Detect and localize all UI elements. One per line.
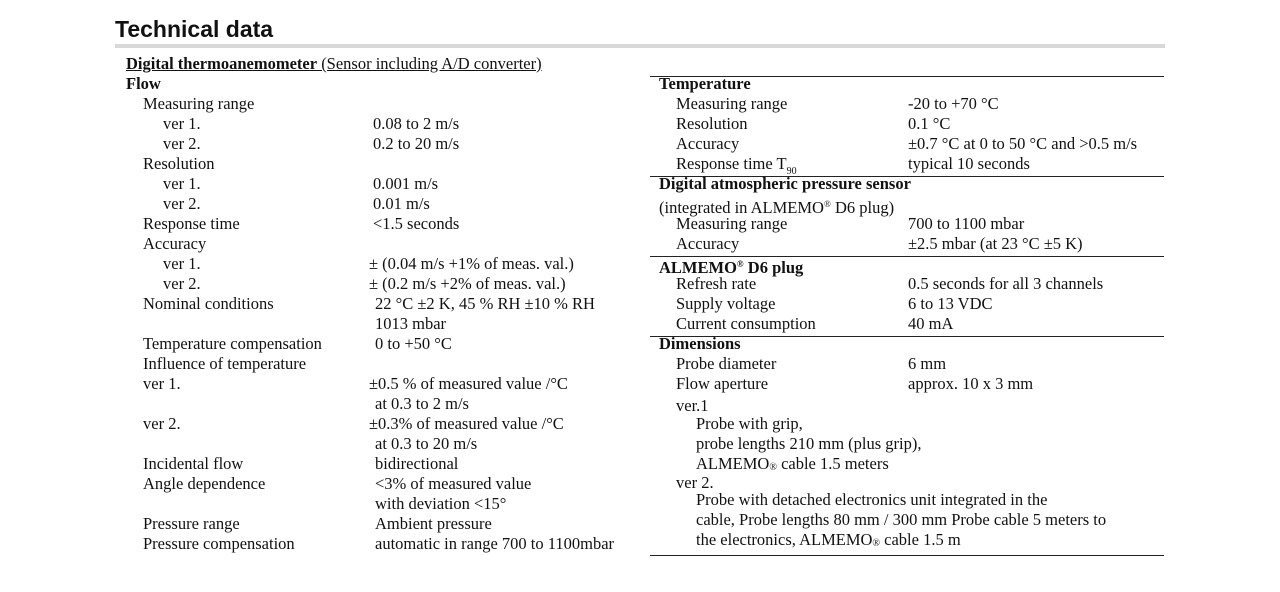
spec-value: ± (0.2 m/s +2% of meas. val.) <box>369 274 566 293</box>
flow-heading: Flow <box>126 74 161 93</box>
aperture-label: Flow aperture <box>676 374 769 393</box>
spec-value: 0.08 to 2 m/s <box>373 114 460 133</box>
title-rule <box>115 44 1165 48</box>
pressure-range-label: Measuring range <box>676 214 788 233</box>
spec-label: Angle dependence <box>143 474 266 493</box>
temp-resp-label-text: Response time T <box>676 154 787 173</box>
ver2-line-1: Probe with detached electronics unit integrated in the <box>696 490 1048 509</box>
spec-label: ver 2. <box>163 274 201 293</box>
diameter-value: 6 mm <box>908 354 947 373</box>
pressure-sub-post: D6 plug) <box>830 198 895 217</box>
spec-value: ± (0.04 m/s +1% of meas. val.) <box>369 254 574 273</box>
spec-value: at 0.3 to 2 m/s <box>375 394 469 413</box>
current-value: 40 mA <box>908 314 954 333</box>
spec-label: ver 1. <box>163 174 201 193</box>
spec-value: <1.5 seconds <box>373 214 460 233</box>
spec-value: bidirectional <box>375 454 459 473</box>
pressure-acc-value: ±2.5 mbar (at 23 °C ±5 K) <box>908 234 1083 253</box>
spec-label: ver 1. <box>163 254 201 273</box>
left-section-header <box>126 54 542 74</box>
spec-label: ver 2. <box>163 194 201 213</box>
temp-acc-value: ±0.7 °C at 0 to 50 °C and >0.5 m/s <box>908 134 1138 153</box>
aperture-value: approx. 10 x 3 mm <box>908 374 1034 393</box>
spec-label: ver 1. <box>163 114 201 133</box>
page-title: Technical data <box>115 16 274 42</box>
spec-value: Ambient pressure <box>375 514 492 533</box>
spec-label: Resolution <box>143 154 215 173</box>
spec-label: ver 2. <box>143 414 181 433</box>
registered-mark: ® <box>769 462 777 473</box>
ver2-cable-post: cable 1.5 m <box>880 530 961 549</box>
spec-label: Influence of temperature <box>143 354 307 373</box>
ver2-line-2: cable, Probe lengths 80 mm / 300 mm Probe cable 5 meters to <box>696 510 1107 529</box>
plug-heading-pre: ALMEMO <box>659 258 737 277</box>
spec-label: Incidental flow <box>143 454 244 473</box>
temp-range-value: -20 to +70 °C <box>908 94 999 113</box>
spec-value: automatic in range 700 to 1100mbar <box>375 534 615 553</box>
temp-resp-value: typical 10 seconds <box>908 154 1030 173</box>
spec-label: Measuring range <box>143 94 255 113</box>
pressure-heading: Digital atmospheric pressure sensor <box>659 174 911 193</box>
ver1-cable-post: cable 1.5 meters <box>776 454 889 473</box>
ver2-label: ver 2. <box>676 473 714 492</box>
spec-value: ±0.5 % of measured value /°C <box>369 374 568 393</box>
spec-label: ver 2. <box>163 134 201 153</box>
spec-value: 1013 mbar <box>375 314 447 333</box>
spec-value: <3% of measured value <box>375 474 532 493</box>
temp-acc-label: Accuracy <box>676 134 740 153</box>
ver1-cable-pre: ALMEMO <box>696 454 770 473</box>
spec-value: 0 to +50 °C <box>375 334 452 353</box>
ver2-line-3 <box>696 530 961 554</box>
dimensions-heading: Dimensions <box>659 334 741 353</box>
pressure-sub-pre: (integrated in ALMEMO <box>659 198 824 217</box>
temp-range-label: Measuring range <box>676 94 788 113</box>
current-label: Current consumption <box>676 314 816 333</box>
pressure-acc-label: Accuracy <box>676 234 740 253</box>
rule-bottom <box>650 555 1164 556</box>
spec-value: at 0.3 to 20 m/s <box>375 434 478 453</box>
registered-mark: ® <box>736 259 744 269</box>
ver1-line-2: probe lengths 210 mm (plus grip), <box>696 434 922 453</box>
ver1-label: ver.1 <box>676 396 709 415</box>
ver1-line-3 <box>696 454 889 478</box>
spec-label: Temperature compensation <box>143 334 322 353</box>
spec-value: 0.001 m/s <box>373 174 439 193</box>
spec-label: Response time <box>143 214 240 233</box>
pressure-range-value: 700 to 1100 mbar <box>908 214 1025 233</box>
spec-label: ver 1. <box>143 374 181 393</box>
spec-value: 0.01 m/s <box>373 194 430 213</box>
spec-value: ±0.3% of measured value /°C <box>369 414 564 433</box>
refresh-value: 0.5 seconds for all 3 channels <box>908 274 1104 293</box>
temp-resp-subscript: 90 <box>786 166 797 177</box>
plug-heading-post: D6 plug <box>743 258 804 277</box>
refresh-label: Refresh rate <box>676 274 757 293</box>
ver2-cable-pre: the electronics, ALMEMO <box>696 530 873 549</box>
registered-mark: ® <box>823 199 831 209</box>
sensor-title: Digital thermoanemometer <box>126 54 318 73</box>
spec-label: Accuracy <box>143 234 207 253</box>
spec-value: 22 °C ±2 K, 45 % RH ±10 % RH <box>375 294 595 313</box>
temp-res-label: Resolution <box>676 114 748 133</box>
spec-value: 0.2 to 20 m/s <box>373 134 460 153</box>
diameter-label: Probe diameter <box>676 354 777 373</box>
temperature-heading: Temperature <box>659 74 751 93</box>
sensor-subtitle: (Sensor including A/D converter) <box>317 54 542 73</box>
ver1-line-1: Probe with grip, <box>696 414 803 433</box>
spec-label: Nominal conditions <box>143 294 274 313</box>
temp-res-value: 0.1 °C <box>908 114 951 133</box>
supply-value: 6 to 13 VDC <box>908 294 993 313</box>
supply-label: Supply voltage <box>676 294 776 313</box>
spec-label: Pressure range <box>143 514 240 533</box>
spec-value: with deviation <15° <box>375 494 507 513</box>
spec-label: Pressure compensation <box>143 534 295 553</box>
registered-mark: ® <box>872 538 881 549</box>
